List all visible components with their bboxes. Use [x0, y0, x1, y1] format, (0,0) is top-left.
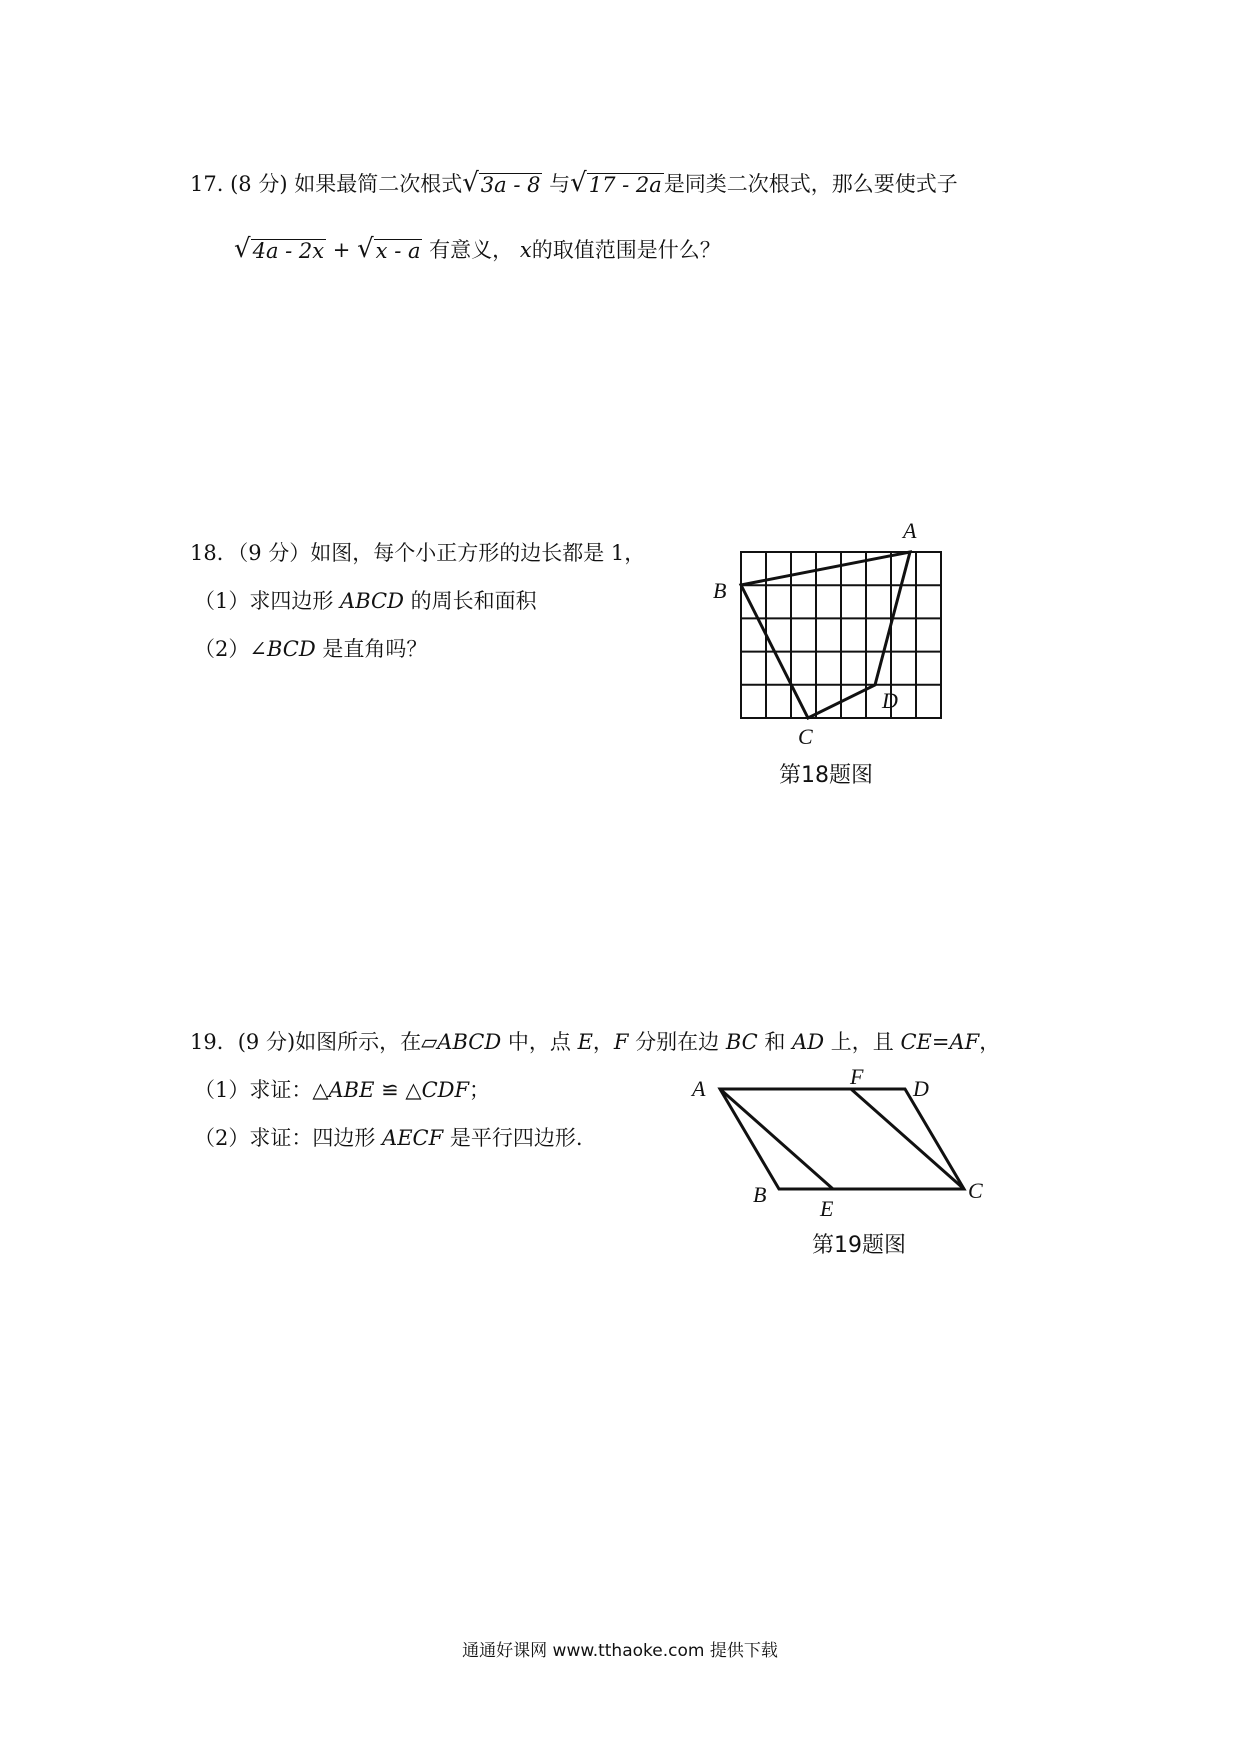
page-footer: 通通好课网 www.tthaoke.com 提供下载 [462, 1641, 778, 1661]
q18-caption: 第18题图 [779, 763, 873, 788]
q19-segment-ae [720, 1089, 833, 1189]
q19-parallelogram [720, 1089, 964, 1189]
q18-label-b: B [713, 578, 727, 603]
q19-part1: （1）求证：△ABE ≌ △CDF； [194, 1078, 491, 1102]
q19-stem: 19．(9 分)如图所示，在▱ABCD 中，点 E，F 分别在边 BC 和 AD 上，且 CE=AF， [190, 1030, 1001, 1054]
q19-caption: 第19题图 [812, 1233, 906, 1258]
q19-segment-fc [851, 1089, 964, 1189]
radical-x-a: √ x - a [357, 234, 421, 264]
q19-label-d: D [913, 1076, 929, 1101]
radical-4a-2x: √ 4a - 2x [234, 234, 325, 264]
q17-line1: 17. (8 分) 如果最简二次根式 √ 3a - 8 与 √ 17 - 2a 是同类二次根式，那么要使式子 [190, 168, 958, 198]
q19-parallelogram-figure [720, 1089, 964, 1189]
q19-part2: （2）求证：四边形 AECF 是平行四边形. [194, 1126, 583, 1150]
q19-label-a: A [692, 1076, 706, 1101]
radical-3a-8: √ 3a - 8 [462, 168, 541, 198]
q18-part1: （1）求四边形 ABCD 的周长和面积 [194, 589, 537, 613]
q18-label-c: C [798, 724, 813, 749]
q18-stem: 18．（9 分）如图，每个小正方形的边长都是 1， [190, 541, 646, 565]
q18-label-d: D [882, 688, 898, 713]
q19-label-f: F [850, 1064, 864, 1089]
q17-line2: √ 4a - 2x + √ x - a 有意义， x的取值范围是什么？ [234, 234, 721, 264]
radical-17-2a: √ 17 - 2a [570, 168, 662, 198]
q19-label-c: C [968, 1178, 983, 1203]
q18-grid [741, 552, 941, 718]
q19-label-b: B [753, 1182, 767, 1207]
q19-label-e: E [820, 1196, 834, 1221]
q18-label-a: A [903, 518, 917, 543]
q18-part2: （2）∠BCD 是直角吗？ [194, 637, 428, 661]
